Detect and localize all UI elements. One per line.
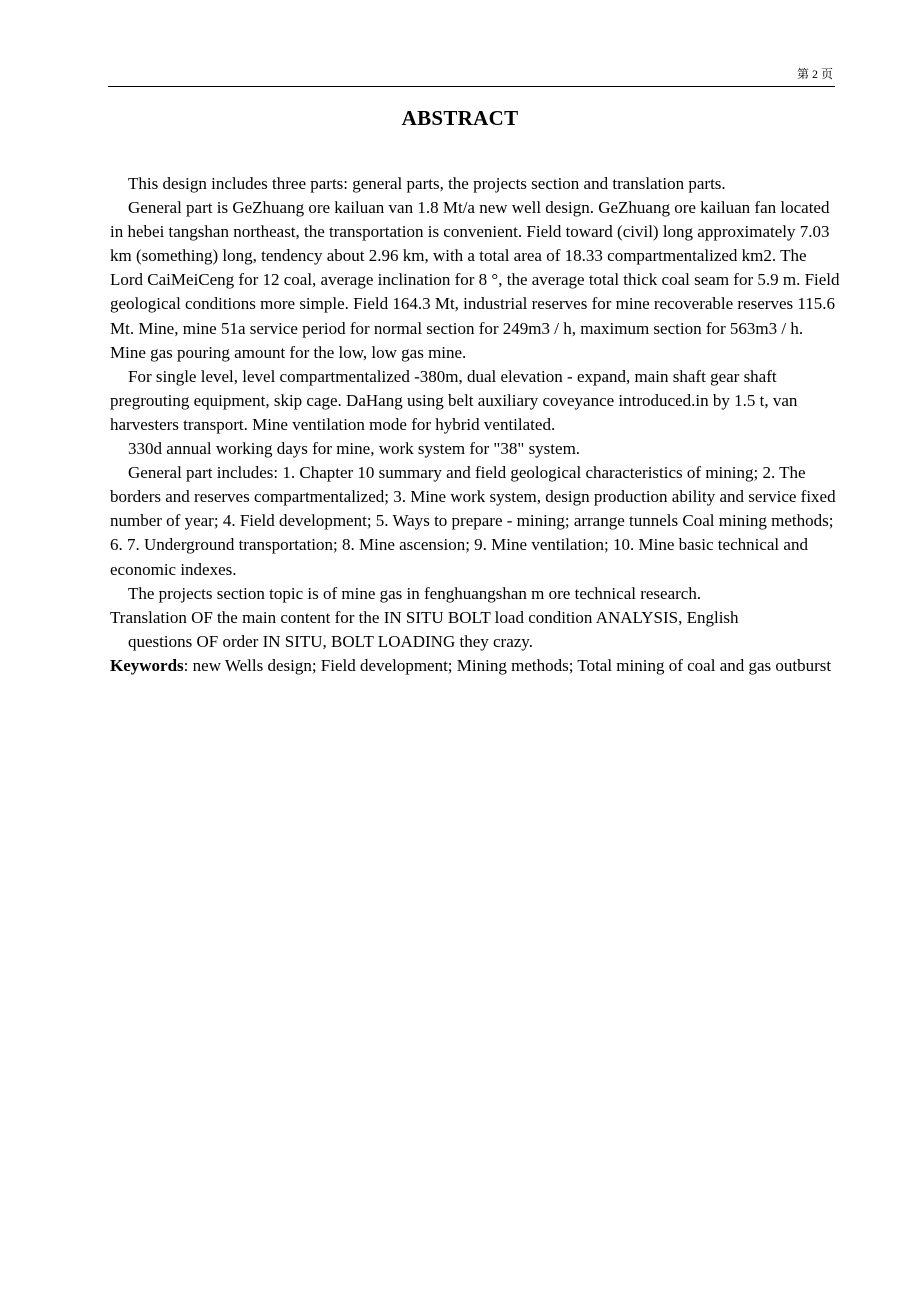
paragraph-level-design: For single level, level compartmentalized -380m, dual elevation - expand, main shaft gear shaft pregrouting equipment, skip cage. DaHang using belt auxiliary coveyance introduced.in by 1.5 t, van harvesters transport. Mine ventilation mode for hybrid ventilated. [110,366,798,434]
paragraph-projects-section: The projects section topic is of mine gas in fenghuangshan m ore technical research. [128,583,702,603]
paragraph-translation-cont: questions OF order IN SITU, BOLT LOADING they crazy. [128,631,533,651]
keywords-label: Keywords [110,655,184,675]
paragraph-overview: This design includes three parts: general parts, the projects section and translation parts. [128,174,726,193]
keywords-text: : new Wells design; Field development; Mining methods; Total mining of coal and gas outburst [183,655,832,675]
page-header [108,64,835,87]
abstract-title: ABSTRACT [401,106,519,130]
abstract-body [110,172,840,678]
paragraph-working-days: 330d annual working days for mine, work system for "38" system. [128,439,581,459]
page-number: 第 2 页 [796,67,833,81]
paragraph-translation: Translation OF the main content for the IN SITU BOLT load condition ANALYSIS, English [110,607,739,627]
keywords-line [110,654,840,678]
paragraph-general-part: General part is GeZhuang ore kailuan van 1.8 Mt/a new well design. GeZhuang ore kailuan fan located in hebei tangshan northeast, the transportation is convenient. Field toward (civil) long approximately 7.03 km (something) long, tendency about 2.96 km, with a total area of 18.33 compartmentalized km2. The Lord CaiMeiCeng for 12 coal, average inclination for 8 °, the average total thick coal seam for 5.9 m. Field geological conditions more simple. Field 164.3 Mt, industrial reserves for mine recoverable reserves 115.6 Mt. Mine, mine 51a service period for normal section for 249m3 / h, maximum section for 563m3 / h. Mine gas pouring amount for the low, low gas mine. [110,198,840,362]
paragraph-general-contents: General part includes: 1. Chapter 10 summary and field geological characteristics of mining; 2. The borders and reserves compartmentalized; 3. Mine work system, design production ability and service fixed number of year; 4. Field development; 5. Ways to prepare - mining; arrange tunnels Coal mining methods; 6. 7. Underground transportation; 8. Mine ascension; 9. Mine ventilation; 10. Mine basic technical and economic indexes. [110,463,836,579]
